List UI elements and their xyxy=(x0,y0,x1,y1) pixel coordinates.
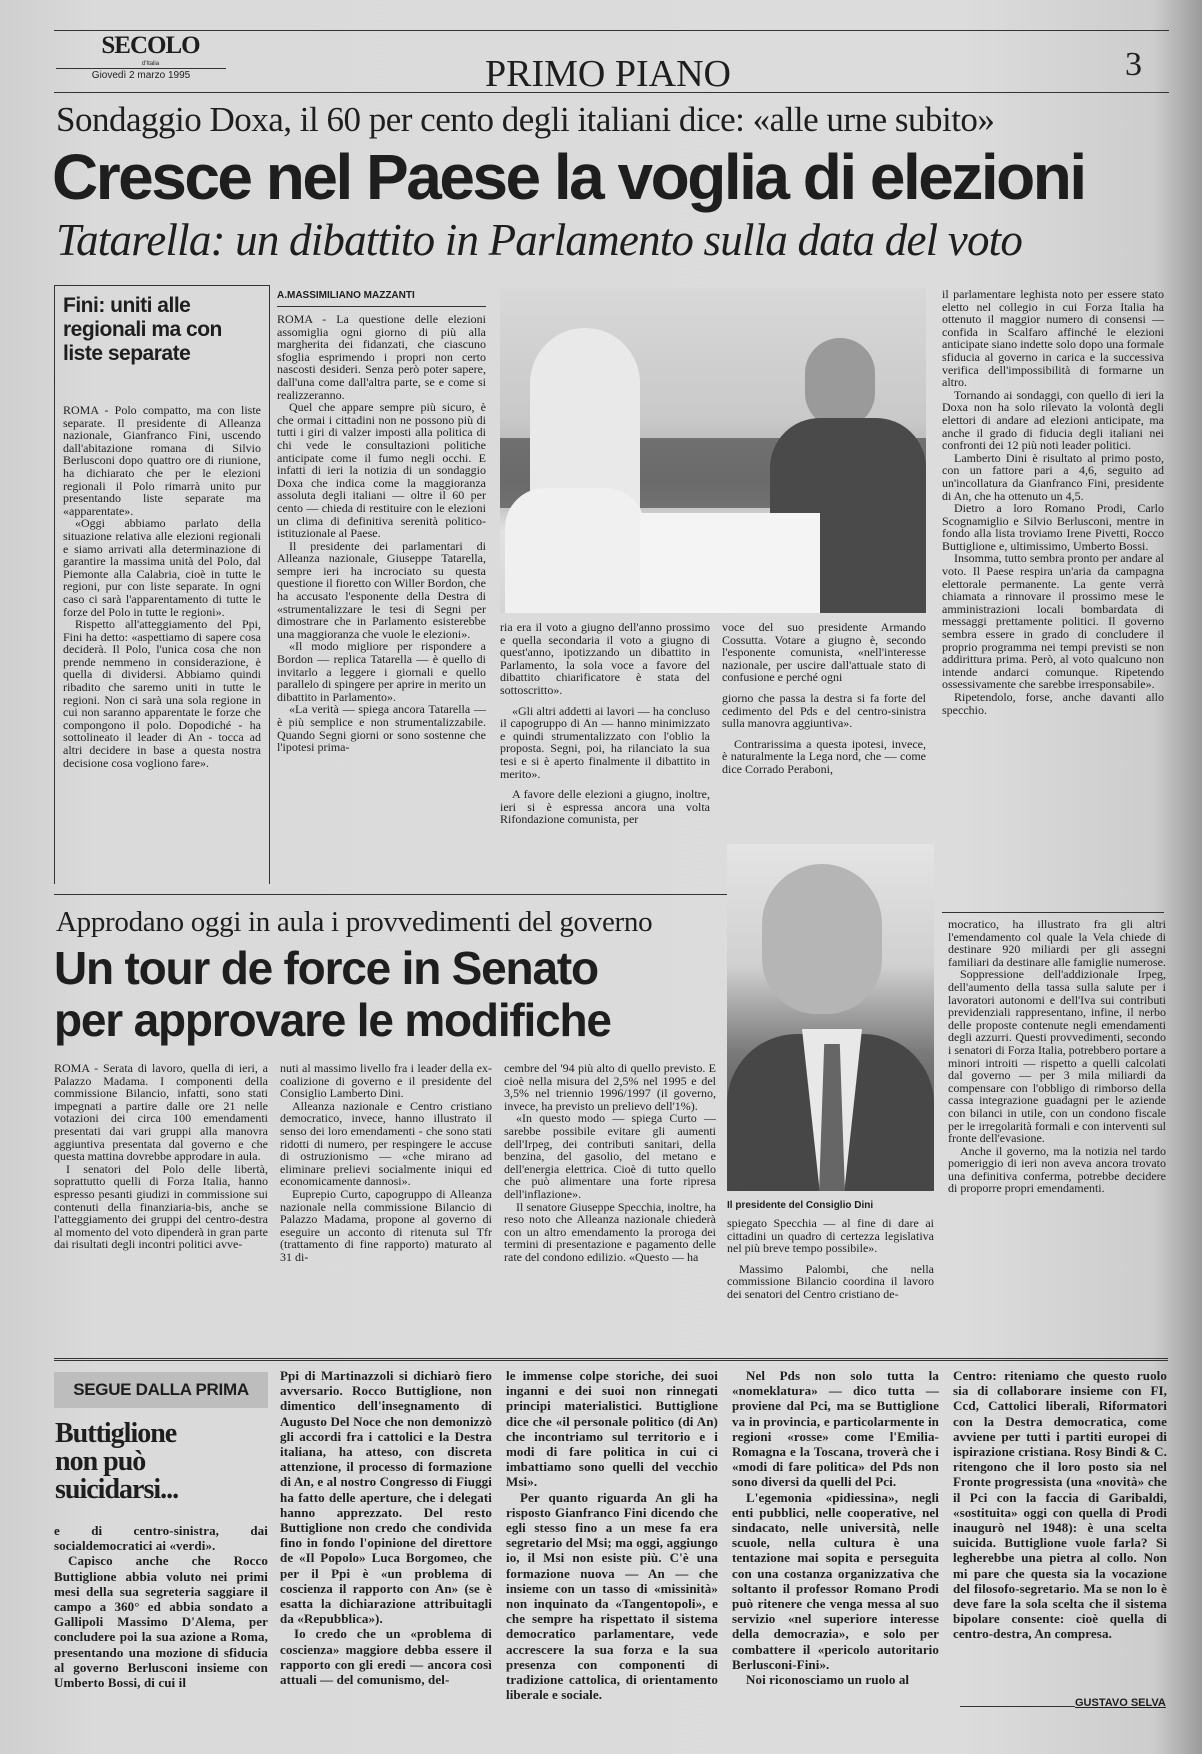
senate-column-3 xyxy=(504,1062,716,1348)
paragraph: ROMA - Polo compatto, ma con liste separate. Il presidente di Alleanza nazionale, Gianfranco Fini, uscendo dall'abitazione romana di Silvio Berlusconi dopo quattro ore di riunione, ha dichiarato che per le elezioni regionali il Polo rimarrà unito pur presentando liste separate ma «apparentate». xyxy=(63,404,261,518)
senate-headline-line-1: Un tour de force in Senato xyxy=(54,942,598,994)
paragraph: voce del suo presidente Armando Cossutta. Votare a giugno è, secondo l'esponente comunista, «nell'interesse nazionale, per uscire dall'attuale stato di confusione e perché ogni xyxy=(722,621,926,685)
editorial-column-4 xyxy=(732,1368,939,1708)
senate-headline-line-2: per approvare le modifiche xyxy=(54,994,611,1046)
newspaper-logo: SECOLO xyxy=(101,32,200,59)
section-label: SEGUE DALLA PRIMA xyxy=(54,1372,268,1408)
paragraph: Alleanza nazionale e Centro cristiano democratico, invece, hanno illustrato il senso dei loro emendamenti - che sono stati ridotti di numero, per respingere le accuse di ostruzionismo — «che mirano ad eliminare prelievi socialmente iniqui ed economicamente dannosi». xyxy=(280,1098,492,1189)
editorial-column-2 xyxy=(280,1368,492,1708)
issue-date: Giovedì 2 marzo 1995 xyxy=(91,70,191,81)
paragraph: «La verità — spiega ancora Tatarella — è più semplice e non strumentalizzabile. Quando Segni giorni or sono sostenne che l'ipotesi prima- xyxy=(277,702,486,755)
byline: A.MASSIMILIANO MAZZANTI xyxy=(277,290,415,301)
senate-column-2 xyxy=(280,1062,492,1348)
paragraph: Noi riconosciamo un ruolo al xyxy=(746,1672,910,1688)
sidebar-body xyxy=(63,404,261,882)
lead-column-1 xyxy=(277,313,486,883)
paragraph: Tornando ai sondaggi, con quello di ieri la Doxa non ha solo rilevato la volontà degli elettori di andare ad elezioni anticipate, ma anche il grado di fiducia degli italiani nei confronti dei 12 più noti leader politici. xyxy=(942,387,1164,453)
paragraph: «Il modo migliore per rispondere a Bordon — replica Tatarella — è quello di invitarlo a leggere i giornali e quello parallelo di spingere per aprire in merito un dibattito in Parlamento». xyxy=(277,639,486,704)
paragraph: giorno che passa la destra si fa forte del cedimento del Pds e del centro-sinistra sulla manovra aggiuntiva». xyxy=(722,690,926,731)
signature-rule xyxy=(960,1706,1075,1707)
paragraph: Quel che appare sempre più sicuro, è che ormai i cittadini non ne possono più di tutti i giri di valzer imposti alla politica di chi vede le consultazioni politiche anticipate come il fumo negli occhi. E infatti di ieri la notizia di un sondaggio Doxa che indica come la maggioranza assoluta degli italiani — oltre il 60 per cento — chieda di restituire con le elezioni un clima di definitiva serenità politico-istituzionale al Paese. xyxy=(277,400,486,541)
paragraph: Lamberto Dini è risultato al primo posto, con un fattore pari a 4,6, seguito ad un'incollatura da Gianfranco Fini, presidente di An, che ha ottenuto un 4,5. xyxy=(942,450,1164,503)
paragraph: Il senatore Giuseppe Specchia, inoltre, ha reso noto che Alleanza nazionale chiederà con un altro emendamento la proroga dei termini di presentazione e pagamento delle rate del condono edilizio. «Questo — ha xyxy=(504,1199,716,1264)
paragraph: nuti al massimo livello fra i leader della ex-coalizione di governo e il presidente del Consiglio Lamberto Dini. xyxy=(280,1062,492,1101)
paragraph: Capisco anche che Rocco Buttiglione abbia voluto nei primi mesi della sua segreteria saggiare il campo a 360° ed abbia sondato a Gallipoli Massimo D'Alema, per concludere poi la sua azione a Roma, presentando una mozione di sfiducia al governo Berlusconi insieme con Umberto Bossi, di cui il xyxy=(54,1553,268,1691)
paragraph: ria era il voto a giugno dell'anno prossimo e quella secondaria il voto a giugno di quest'anno, ipotizzando un dibattito in Parlamento, la sola voce a favore del dibattito chiarificatore è stata del sottoscritto». xyxy=(500,621,710,697)
paragraph: L'egemonia «pidiessina», negli enti pubblici, nelle cooperative, nel sindacato, nelle università, nelle scuole, nella cultura è una tentazione mai sopita e perseguita con una costanza organizzativa che soltanto il professor Romano Prodi può ritenere che venga messa al suo servizio «nel superiore interesse della democrazia», e solo per combattere il «pericolo autoritario Berlusconi-Fini». xyxy=(732,1489,939,1672)
paragraph: mocratico, ha illustrato fra gli altri l'emendamento col quale la Vela chiede di destinare 920 miliardi per gli assegni familiari da destinare alle famiglie numerose. xyxy=(948,918,1166,969)
paragraph: Contrarissima a questa ipotesi, invece, è naturalmente la Lega nord, che — come dice Corrado Peraboni, xyxy=(722,736,926,776)
date-rule xyxy=(56,68,226,69)
paragraph: Massimo Palombi, che nella commissione Bilancio coordina il lavoro dei senatori del Centro cristiano de- xyxy=(727,1261,934,1301)
section-title: PRIMO PIANO xyxy=(485,53,731,95)
senate-column-1 xyxy=(54,1062,268,1348)
paragraph: Soppressione dell'addizionale Irpeg, dell'aumento della tassa sulla salute per i lavoratori autonomi e dell'Iva sui contributi previdenziali rappresentano, infine, il nerbo delle proposte contenute negli emendamenti degli azzurri. Questi provvedimenti, secondo i senatori di Forza Italia, potrebbero portare a minori introiti — rispetto a quelli calcolati dal governo — per 3 mila miliardi da compensare con l'obbligo di rimborso della cassa integrazione guadagni per le aziende con bilanci in utile, con un condono fiscale per le irregolarità formali e con interventi sul fronte dell'evasione. xyxy=(948,967,1166,1146)
paragraph: «Gli altri addetti ai lavori — ha concluso il capogruppo di An — hanno minimizzato e quindi strumentalizzato con l'oblio la proposta. Segni, poi, ha rilanciato la sua tesi e si è aperto finalmente il dibattito in merito». xyxy=(500,703,710,781)
paragraph: spiegato Specchia — al fine di dare ai cittadini un quadro di certezza legislativa nel più breve tempo possibile». xyxy=(727,1217,934,1256)
paragraph: Rispetto all'atteggiamento del Ppi, Fini ha detto: «aspettiamo di sapere cosa deciderà. Il Polo, l'unica cosa che non prende nemmeno in considerazione, è quella di dividersi. Abbiamo quindi ribadito che saremo uniti in tutte le regioni. Non ci sarà una sola regione in cui non saranno apparentate le forze che compongono il polo. Dopodiché - ha sottolineato il leader di An - tocca ad altri decidere in base a questa nostra decisione cosa vogliono fare». xyxy=(63,617,261,770)
voting-photo xyxy=(500,288,926,613)
paragraph: Per quanto riguarda An gli ha risposto Gianfranco Fini dicendo che egli stesso fino a un mese fa era segretario del Msi; ma oggi, aggiungo io, il Msi non esiste più. C'è una formazione nuova — An — che insieme con un tasso di «missinità» non inquinato da «Tangentopoli», e che sempre ha rispettato il sistema democratico parlamentare, vede accrescere la sua forza e la sua presenza con componenti di tradizione cattolica, di orientamento liberale e sociale. xyxy=(506,1489,718,1703)
dini-portrait-photo xyxy=(727,844,934,1191)
paragraph: Il presidente dei parlamentari di Alleanza nazionale, Giuseppe Tatarella, sempre ieri ha incrociato su questa questione il fioretto con Willer Bordon, che ha accusato l'esponente della Destra di «strumentalizzare le tesi di Segni per dimostrare che in Parlamento esisterebbe una maggioranza che vuole le elezioni». xyxy=(277,538,486,641)
paragraph: ROMA - La questione delle elezioni assomiglia ogni giorno di più alla margherita dei fidanzati, che ciascuno sfoglia esprimendo i propri non certo nascosti desideri. Senza però poter sapere, dall'una come dall'altra parte, se e come si realizzeranno. xyxy=(277,313,486,402)
paragraph: Ripetendolo, forse, anche davanti allo specchio. xyxy=(942,690,1164,717)
paragraph: Nel Pds non solo tutta la «nomeklatura» — dico tutta — proviene dal Pci, ma se Buttiglione va in provincia, e particolarmente in regioni «rosse» come l'Emilia-Romagna e la Toscana, troverà che i «modi di fare politica» del Pds non sono diversi da quelli del Pci. xyxy=(732,1368,939,1490)
top-rule xyxy=(54,30,1169,31)
paragraph: A favore delle elezioni a giugno, inoltre, ieri si è espressa ancora una volta Rifondazione comunista, per xyxy=(500,787,710,827)
lead-headline: Cresce nel Paese la voglia di elezioni xyxy=(52,141,1085,213)
paragraph: e di centro-sinistra, dai socialdemocratici ai «verdi». xyxy=(54,1523,268,1554)
paragraph: Dietro a loro Romano Prodi, Carlo Scognamiglio e Silvio Berlusconi, mentre in fondo alla lista troviamo Irene Pivetti, Rocco Buttiglione e, ultimissimo, Umberto Bossi. xyxy=(942,501,1164,553)
paragraph: le immense colpe storiche, dei suoi inganni e dei suoi non rinnegati principi materialistici. Buttiglione dice che «il personale politico (di An) che incontriamo sul territorio e i modi di fare politica in cui ci imbattiamo sono quelli del vecchio Msi». xyxy=(506,1368,718,1490)
senate-headline xyxy=(54,942,611,1046)
senate-column-5 xyxy=(948,918,1166,1348)
page-number: 3 xyxy=(1125,46,1142,83)
lead-subheadline: Tatarella: un dibattito in Parlamento sulla data del voto xyxy=(56,215,1023,265)
byline-rule xyxy=(277,306,486,307)
sidebar-headline: Fini: uniti alle regionali ma con liste separate xyxy=(63,294,222,365)
author-signature: GUSTAVO SELVA xyxy=(1075,1697,1166,1709)
paragraph: Ppi di Martinazzoli si dichiarò fiero avversario. Rocco Buttiglione, non dimentico dell'insegnamento di Augusto Del Noce che non demonizzò gli accordi fra i cattolici e la Destra italiana, ha atteso, con discreta attenzione, il processo di formazione di An, e al nostro Congresso di Fiuggi ha fatto delle aperture, che i delegati hanno apprezzato. Del resto Buttiglione non credo che condivida fino in fondo l'opinione del direttore de «Il Popolo» Luca Borgomeo, che per il Ppi è «un problema di coscienza il rapporto con An» (se è esatta la dichiarazione attribuitagli da «Repubblica»). xyxy=(280,1368,492,1627)
paragraph: «Oggi abbiamo parlato della situazione relativa alle elezioni regionali e siamo arrivati alla determinazione di garantire la massima unità del Polo, dal Piemonte alla Calabria, cioè in tutte le regioni, pur con liste separate. In ogni caso ci sarà l'apparentamento di tutte le forze del Polo in tutte le regioni». xyxy=(63,516,261,619)
lead-column-3 xyxy=(722,621,926,841)
photo-caption: Il presidente del Consiglio Dini xyxy=(727,1200,874,1211)
lead-column-4 xyxy=(942,288,1164,883)
paragraph: cembre del '94 più alto di quello previsto. E cioè nella misura del 2,5% nel 1995 e del 3,5% nel triennio 1996/1997 (il governo, invece, ha previsto un prelievo dell'1%). xyxy=(504,1062,716,1113)
editorial-column-1 xyxy=(54,1523,268,1708)
lead-column-2 xyxy=(500,621,710,883)
masthead-bottom-rule xyxy=(54,92,1169,93)
senate-kicker: Approdano oggi in aula i provvedimenti del governo xyxy=(56,906,653,938)
editorial-column-3 xyxy=(506,1368,718,1708)
paragraph: I senatori del Polo delle libertà, soprattutto quelli di Forza Italia, hanno espresso pesanti giudizi in commissione sui contenuti della finanziaria-bis, anche se l'atteggiamento dei gruppi del centro-destra al momento del voto dipenderà in gran parte dai risultati degli incontri politici avve- xyxy=(54,1161,268,1252)
paragraph: «In questo modo — spiega Curto — sarebbe possibile evitare gli aumenti dell'Irpeg, dei contributi sanitari, della benzina, del gasolio, del metano e dell'energia elettrica. Cioè di tutto quello che può alimentare una forte ripresa dell'inflazione». xyxy=(504,1111,716,1201)
paragraph: Anche il governo, ma la notizia nel tardo pomeriggio di ieri non aveva ancora trovato una definitiva conferma, potrebbe decidere di proporre propri emendamenti. xyxy=(948,1143,1166,1196)
paragraph: Euprepio Curto, capogruppo di Alleanza nazionale nella commissione Bilancio di Palazzo Madama, propone al governo di eseguire un acconto di ritenuta sul Tfr (trattamento di fine rapporto) maturato al 31 di- xyxy=(280,1186,492,1264)
column-divider xyxy=(942,912,1164,913)
senate-column-4 xyxy=(727,1217,934,1348)
sidebar-box xyxy=(54,285,270,884)
editorial-divider xyxy=(54,1358,1168,1361)
paragraph: Centro: riteniamo che questo ruolo sia di collaborare insieme con FI, Ccd, Cattolici liberali, Riformatori con la Destra democratica, come avviene per tutti i partiti europei di ispirazione cristiana. Rosy Bindi & C. ritengono che il loro posto sia nel Fronte progressista (una «novità» che il Pci con la faccia di Garibaldi, «sostituita» oggi con quella di Prodi inaugurò nel 1948): è una scelta suicida. Buttiglione vuole farla? Si legherebbe una pietra al collo. Non mi pare che questa sia la vocazione del filosofo-segretario. Ma se non lo è deve fare la sola scelta che il sistema bipolare consente: cioè quella di centro-destra, An compresa. xyxy=(953,1368,1167,1642)
logo-subtitle: d'Italia xyxy=(141,61,160,67)
paragraph: il parlamentare leghista noto per essere stato eletto nel collegio in cui Forza Italia ha ottenuto il maggior numero di consensi — confida in Scalfaro affinché le elezioni anticipate siano indette solo dopo una formale sfiducia al governo in carica e la successiva verifica dell'impossibilità di formarne un altro. xyxy=(942,288,1164,390)
paragraph: Io credo che un «problema di coscienza» maggiore debba essere il rapporto con gli eredi — ancora così attuali — del comunismo, del- xyxy=(280,1626,492,1688)
paragraph: ROMA - Serata di lavoro, quella di ieri, a Palazzo Madama. I componenti della commissione Bilancio, infatti, sono stati impegnati a partire dalle ore 21 nelle votazioni dei circa 100 emendamenti presentati dai vari gruppi alla manovra aggiuntiva presentata dal governo e che questa mattina dovrebbe approdare in aula. xyxy=(54,1062,268,1164)
lead-kicker: Sondaggio Doxa, il 60 per cento degli italiani dice: «alle urne subito» xyxy=(56,100,995,139)
paragraph: Insomma, tutto sembra pronto per andare al voto. Il Paese respira un'aria da campagna elettorale permanente. La gente verrà chiamata a rinnovare il prossimo mese le amministrazioni locali bombardata di messaggi prettamente politici. Il governo sembra essere in grado di concludere il proprio programma nei tempi previsti se non addirittura prima. Però, al voto qualcuno non intende andarci comunque. Ripetendo ossessivamente che sarebbe irresponsabile». xyxy=(942,551,1164,692)
editorial-column-5 xyxy=(953,1368,1167,1688)
editorial-headline: Buttiglione non può suicidarsi... xyxy=(55,1418,179,1505)
